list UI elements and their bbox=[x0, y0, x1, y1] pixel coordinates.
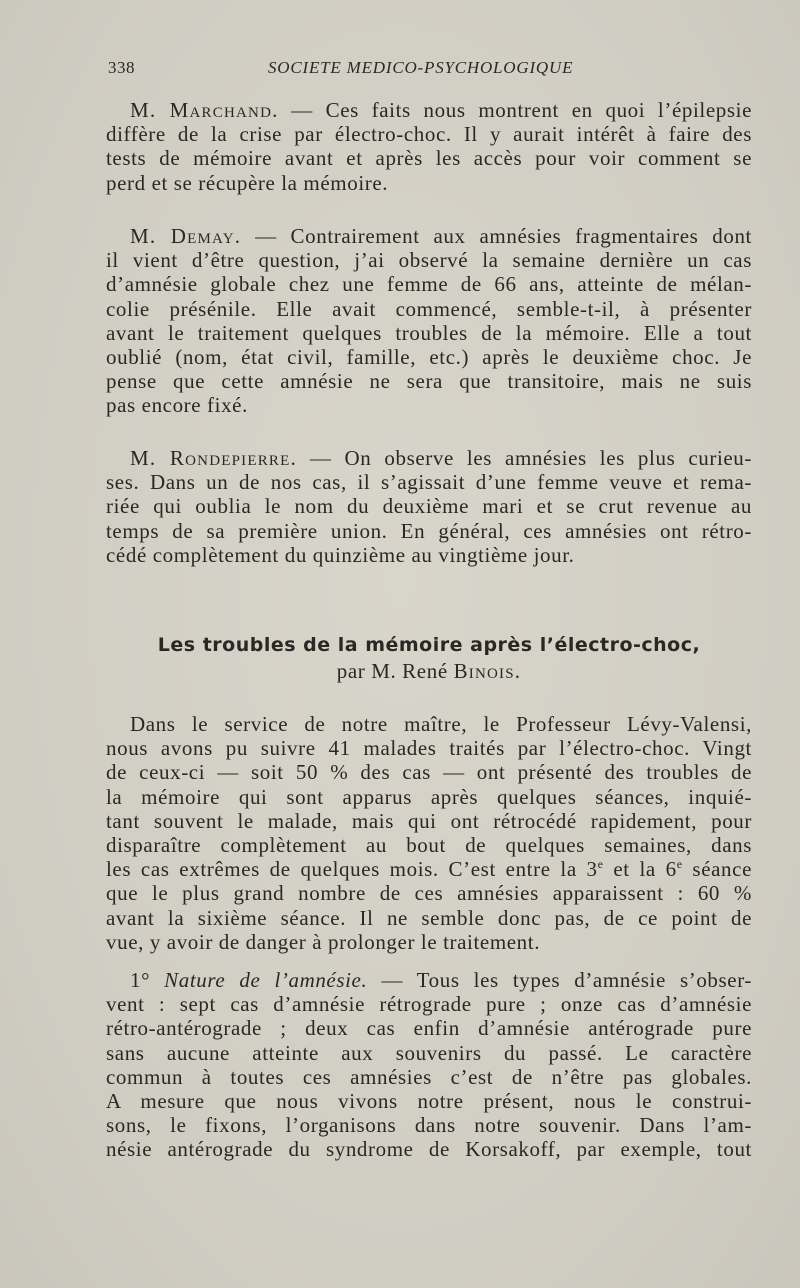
text-line: nous avons pu suivre 41 malades traités par l’électro-choc. Vingt bbox=[106, 736, 752, 761]
text-line: avant le traitement quelques troubles de la mémoire. Elle a tout bbox=[106, 320, 752, 345]
text-line: avant la sixième séance. Il ne semble donc pas, de ce point de bbox=[106, 905, 752, 930]
text-line: perd et se récupère la mémoire. bbox=[106, 170, 389, 195]
text-line: tests de mémoire avant et après les accès pour voir comment se bbox=[106, 146, 752, 171]
section-number: 1° bbox=[130, 968, 165, 992]
text-line: la mémoire qui sont apparus après quelques séances, inquié- bbox=[106, 784, 752, 809]
paragraph-marchand bbox=[106, 98, 752, 195]
text-line: d’amnésie globale chez une femme de 66 ans, atteinte de mélan- bbox=[106, 272, 752, 297]
paragraph-demay bbox=[106, 224, 752, 418]
article-title: Les troubles de la mémoire après l’électro-choc, bbox=[157, 634, 701, 656]
section-heading: Nature de l’amnésie. bbox=[164, 968, 368, 992]
page-number: 338 bbox=[108, 58, 135, 77]
text-line: tant souvent le malade, mais qui ont rétrocédé rapidement, pour bbox=[106, 808, 752, 833]
text-line: pense que cette amnésie ne sera que transitoire, mais ne suis bbox=[106, 369, 752, 394]
author-name: Binois. bbox=[453, 659, 522, 683]
text-line: disparaître complètement au bout de quelques semaines, dans bbox=[106, 833, 752, 858]
text-line: que le plus grand nombre de ces amnésies apparaissent : 60 % bbox=[106, 881, 752, 906]
text-line: vent : sept cas d’amnésie rétrograde pure ; onze cas d’amnésie bbox=[106, 992, 752, 1017]
text-line: commun à toutes ces amnésies c’est de n’être pas globales. bbox=[106, 1064, 752, 1089]
speaker-name: M. Marchand. bbox=[130, 98, 279, 122]
paragraph-rondepierre bbox=[106, 446, 752, 567]
text-line: M. Demay. — Contrairement aux amnésies fragmentaires dont bbox=[130, 224, 752, 248]
text-line: oublié (nom, état civil, famille, etc.) après le deuxième choc. Je bbox=[106, 345, 752, 370]
text-line: A mesure que nous vivons notre présent, nous le construi- bbox=[106, 1089, 752, 1114]
text-line: les cas extrêmes de quelques mois. C’est entre la 3e et la 6e séance bbox=[106, 857, 752, 882]
text-line: rétro-antérograde ; deux cas enfin d’amnésie antérograde pure bbox=[106, 1016, 752, 1041]
text-line: diffère de la crise par électro-choc. Il y aurait intérêt à faire des bbox=[106, 122, 752, 147]
text-line: ses. Dans un de nos cas, il s’agissait d’une femme veuve et rema- bbox=[106, 470, 752, 495]
text-line: il vient d’être question, j’ai observé la semaine dernière un cas bbox=[106, 248, 752, 273]
text-line: riée qui oublia le nom du deuxième mari et se crut revenue au bbox=[106, 494, 752, 519]
text-line: nésie antérograde du syndrome de Korsakoff, par exemple, tout bbox=[106, 1137, 752, 1162]
text-line: temps de sa première union. En général, ces amnésies ont rétro- bbox=[106, 518, 752, 543]
text-line: M. Marchand. — Ces faits nous montrent en quoi l’épilepsie bbox=[130, 98, 752, 122]
speaker-name: M. Rondepierre. bbox=[130, 446, 297, 470]
article-byline: par M. René Binois. bbox=[336, 659, 522, 683]
paragraph-section-1 bbox=[106, 968, 752, 1162]
text-line: pas encore fixé. bbox=[106, 393, 248, 418]
running-title: SOCIETE MEDICO-PSYCHOLOGIQUE bbox=[268, 58, 574, 77]
text-line: 1° Nature de l’amnésie. — Tous les types d’amnésie s’obser- bbox=[130, 968, 752, 992]
text-line: Dans le service de notre maître, le Professeur Lévy-Valensi, bbox=[130, 712, 752, 736]
article-title-block bbox=[106, 632, 752, 684]
text-line: vue, y avoir de danger à prolonger le traitement. bbox=[106, 929, 541, 954]
text-line: M. Rondepierre. — On observe les amnésies les plus curieu- bbox=[130, 446, 753, 470]
paragraph-intro bbox=[106, 712, 752, 954]
text-line: cédé complètement du quinzième au vingtième jour. bbox=[106, 542, 575, 567]
text-line: sans aucune atteinte aux souvenirs du passé. Le caractère bbox=[106, 1040, 752, 1065]
text-line: de ceux-ci — soit 50 % des cas — ont présenté des troubles de bbox=[106, 760, 752, 785]
text-line: colie présénile. Elle avait commencé, semble-t-il, à présenter bbox=[106, 296, 752, 321]
text-line: sons, le fixons, l’organisons dans notre souvenir. Dans l’am- bbox=[106, 1113, 752, 1138]
speaker-name: M. Demay. bbox=[130, 224, 242, 248]
